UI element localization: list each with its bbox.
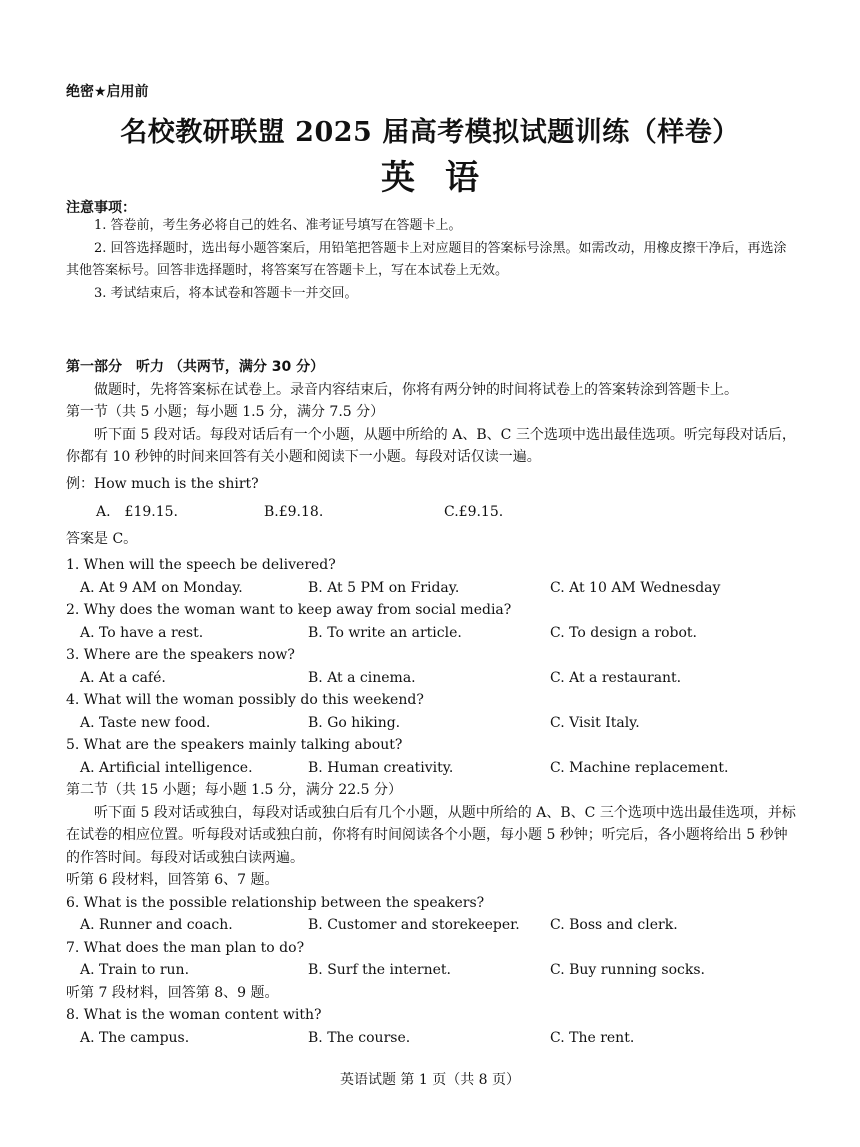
question-2: 2. Why does the woman want to keep away from social media? [66, 602, 512, 618]
notes-heading: 注意事项： [66, 200, 136, 216]
option-a: A. Train to run. [80, 962, 190, 978]
question-3-options [66, 667, 796, 690]
notes-list [66, 215, 796, 305]
option-c: C. Visit Italy. [550, 714, 640, 731]
option-b: B. The course. [308, 1029, 411, 1046]
option-a: A. Taste new food. [80, 714, 211, 731]
question-8: 8. What is the woman content with? [66, 1007, 322, 1023]
question-4: 4. What will the woman possibly do this weekend? [66, 692, 424, 708]
part1-intro: 做题时，先将答案标在试卷上。录音内容结束后，你将有两分钟的时间将试卷上的答案转涂到答题卡上。 [94, 381, 738, 398]
option-c: C. Buy running socks. [550, 962, 705, 978]
option-a: A. To have a rest. [80, 624, 204, 641]
section1-instructions: 听下面 5 段对话。每段对话后有一个小题，从题中所给的 A、B、C 三个选项中选出最佳选项。听完每段对话后，你都有 10 秒钟的时间来回答有关小题和阅读下一小题。每段对话仅读一遍。 [66, 426, 796, 465]
option-b: B. Customer and storekeeper. [308, 917, 520, 933]
option-b: B. Human creativity. [308, 759, 454, 776]
question-1-options [66, 577, 796, 600]
option-b: B. At a cinema. [308, 669, 416, 686]
exam-title: 名校教研联盟 2025 届高考模拟试题训练（样卷） [120, 117, 740, 148]
section2-heading: 第二节（共 15 小题；每小题 1.5 分，满分 22.5 分） [66, 782, 402, 798]
option-a: A. At a café. [80, 669, 166, 686]
option-c: C. To design a robot. [550, 624, 697, 641]
option-b: B. Surf the internet. [308, 962, 451, 978]
question-6-options [66, 914, 796, 937]
example-options [66, 501, 796, 524]
option-c: C. Boss and clerk. [550, 917, 678, 933]
example-option-c: C.£9.15. [444, 504, 504, 520]
option-c: C. Machine replacement. [550, 759, 729, 776]
option-b: B. At 5 PM on Friday. [308, 579, 460, 596]
question-5: 5. What are the speakers mainly talking about? [66, 737, 403, 753]
part1-content [66, 356, 796, 1049]
material-6-label: 听第 6 段材料，回答第 6、7 题。 [66, 872, 279, 888]
note-item: 3. 考试结束后，将本试卷和答题卡一并交回。 [94, 285, 358, 301]
part1-heading: 第一部分 听力 （共两节，满分 30 分） [66, 359, 325, 375]
subject-title: 英语 [381, 158, 509, 198]
example-answer: 答案是 C。 [66, 530, 138, 547]
example-question: 例：How much is the shirt? [66, 475, 259, 492]
option-a: A. At 9 AM on Monday. [80, 579, 243, 596]
section1-heading: 第一节（共 5 小题；每小题 1.5 分，满分 7.5 分） [66, 404, 385, 420]
note-item: 2. 回答选择题时，选出每小题答案后，用铅笔把答题卡上对应题目的答案标号涂黑。如需改动，用橡皮擦干净后，再选涂其他答案标号。回答非选择题时，将答案写在答题卡上，写在本试卷上无效。 [66, 240, 787, 278]
question-6: 6. What is the possible relationship between the speakers? [66, 894, 485, 911]
section2-instructions: 听下面 5 段对话或独白，每段对话或独白后有几个小题，从题中所给的 A、B、C 三个选项中选出最佳选项，并标在试卷的相应位置。听每段对话或独白前，你将有时间阅读各个小题，每小题 5 秒钟；听完后，各小题将给出 5 秒钟的作答时间。每段对话或独白读两遍。 [66, 804, 796, 866]
confidential-label: 绝密★启用前 [66, 84, 149, 100]
question-2-options [66, 622, 796, 645]
example-option-a: A. £19.15. [96, 504, 178, 520]
option-b: B. Go hiking. [308, 714, 401, 731]
question-5-options [66, 757, 796, 780]
page-footer: 英语试题 第 1 页（共 8 页） [339, 1072, 521, 1088]
option-c: C. At 10 AM Wednesday [550, 579, 721, 596]
option-c: C. The rent. [550, 1029, 635, 1046]
question-4-options [66, 712, 796, 735]
option-a: A. Artificial intelligence. [80, 759, 253, 776]
material-7-label: 听第 7 段材料，回答第 8、9 题。 [66, 984, 279, 1001]
question-7-options [66, 959, 796, 982]
option-b: B. To write an article. [308, 624, 462, 641]
question-8-options [66, 1027, 796, 1050]
question-1: 1. When will the speech be delivered? [66, 557, 336, 573]
option-c: C. At a restaurant. [550, 669, 682, 686]
question-3: 3. Where are the speakers now? [66, 647, 295, 663]
option-a: A. The campus. [80, 1029, 190, 1046]
example-option-b: B.£9.18. [264, 504, 324, 520]
question-7: 7. What does the man plan to do? [66, 939, 305, 956]
note-item: 1. 答卷前，考生务必将自己的姓名、准考证号填写在答题卡上。 [94, 218, 462, 233]
option-a: A. Runner and coach. [80, 917, 233, 933]
